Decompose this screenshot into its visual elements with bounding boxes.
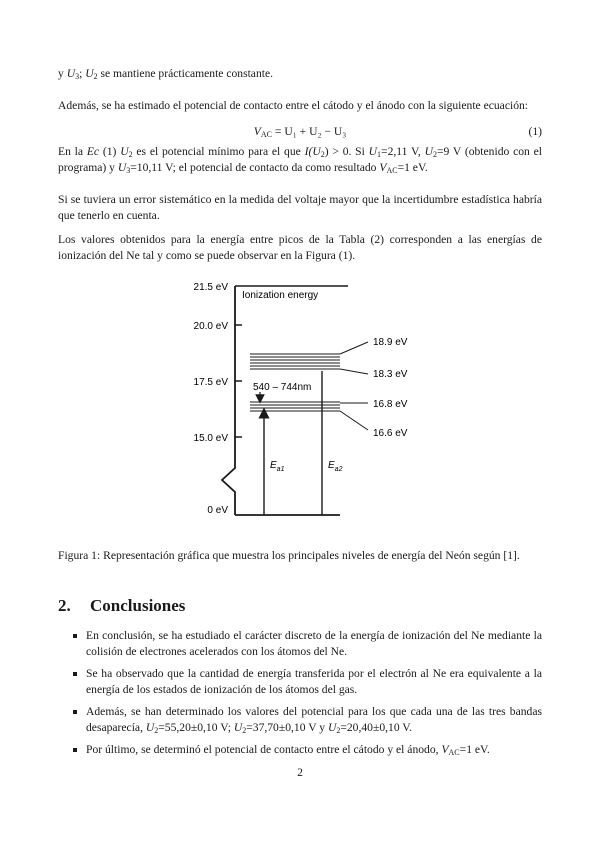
axis-label-20-0: 20.0 eV: [193, 321, 228, 332]
paragraph-systematic-error: Si se tuviera un error sistemático en la medida del voltaje mayor que la incertidumbre estadística habría que tenerlo en cuenta.: [58, 193, 542, 222]
list-item: Por último, se determinó el potencial de contacto entre el cátodo y el ánodo, $V_{AC}=1$ eV.: [58, 742, 542, 758]
list-item: Se ha observado que la cantidad de energía transferida por el electrón al Ne era equivalente a la energía de los estados de ionización de los átomos del gas.: [58, 666, 542, 698]
list-item: En conclusión, se ha estudiado el carácter discreto de la energía de ionización del Ne mediante la colisión de electrones acelerados con los átomos del Ne.: [58, 628, 542, 660]
section-title: Conclusiones: [90, 596, 186, 615]
ea2-label: $E_{a2}$: [328, 460, 343, 473]
paragraph-equation-explanation: En la Ec (1) $U_2$ es el potencial mínimo para el que $I(U_2) > 0$. Si $U_1=2,11$ V, $U_2=9$ V (obtenido con el programa) y $U_3=10,11$ V; el potencial de contacto da como resultado $V_{AC}=1$ eV.: [58, 145, 542, 175]
axis-label-15-0: 15.0 eV: [193, 433, 228, 444]
section-number: 2.: [58, 596, 71, 615]
page-number: 2: [297, 766, 303, 779]
paragraph-values: Los valores obtenidos para la energía entre picos de la Tabla (2) corresponden a las energías de ionización del Ne tal y como se puede observar en la Figura (1).: [58, 233, 542, 262]
paragraph-contact-potential: Además, se ha estimado el potencial de contacto entre el cátodo y el ánodo con la siguiente ecuación:: [58, 99, 529, 112]
conclusions-list: [58, 628, 542, 764]
upper-level-band: [250, 354, 340, 369]
equation-number: (1): [528, 125, 542, 138]
level-label-18-9: 18.9 eV: [373, 337, 408, 348]
energy-level-diagram: [180, 280, 430, 520]
equation-1: $V_{AC} = U_1 + U_2 - U_3$ (1): [253, 125, 542, 139]
axis-label-0: 0 eV: [207, 505, 228, 516]
level-label-16-6: 16.6 eV: [373, 428, 408, 439]
diagram-title: Ionization energy: [242, 290, 319, 301]
level-label-18-3: 18.3 eV: [373, 369, 408, 380]
figure-caption: Figura 1: Representación gráfica que muestra los principales niveles de energía del Neón según [1].: [58, 548, 520, 562]
paragraph-top: y $U_3$; $U_2$ se mantiene prácticamente constante.: [58, 67, 274, 81]
section-heading: [58, 596, 185, 616]
ea1-label: $E_{a1}$: [270, 460, 285, 473]
lower-level-band: [250, 402, 340, 411]
level-label-16-8: 16.8 eV: [373, 399, 408, 410]
axis-label-21-5: 21.5 eV: [193, 282, 228, 293]
axis-label-17-5: 17.5 eV: [193, 377, 228, 388]
transition-wavelength-label: 540 – 744nm: [253, 382, 312, 393]
list-item: Además, se han determinado los valores del potencial para los que cada una de las tres bandas desaparecía, $U_2=55,20\pm 0,10$ V; $U_2=37,70\pm 0,10$ V y $U_2=20,40\pm 0,10$ V.: [58, 704, 542, 736]
